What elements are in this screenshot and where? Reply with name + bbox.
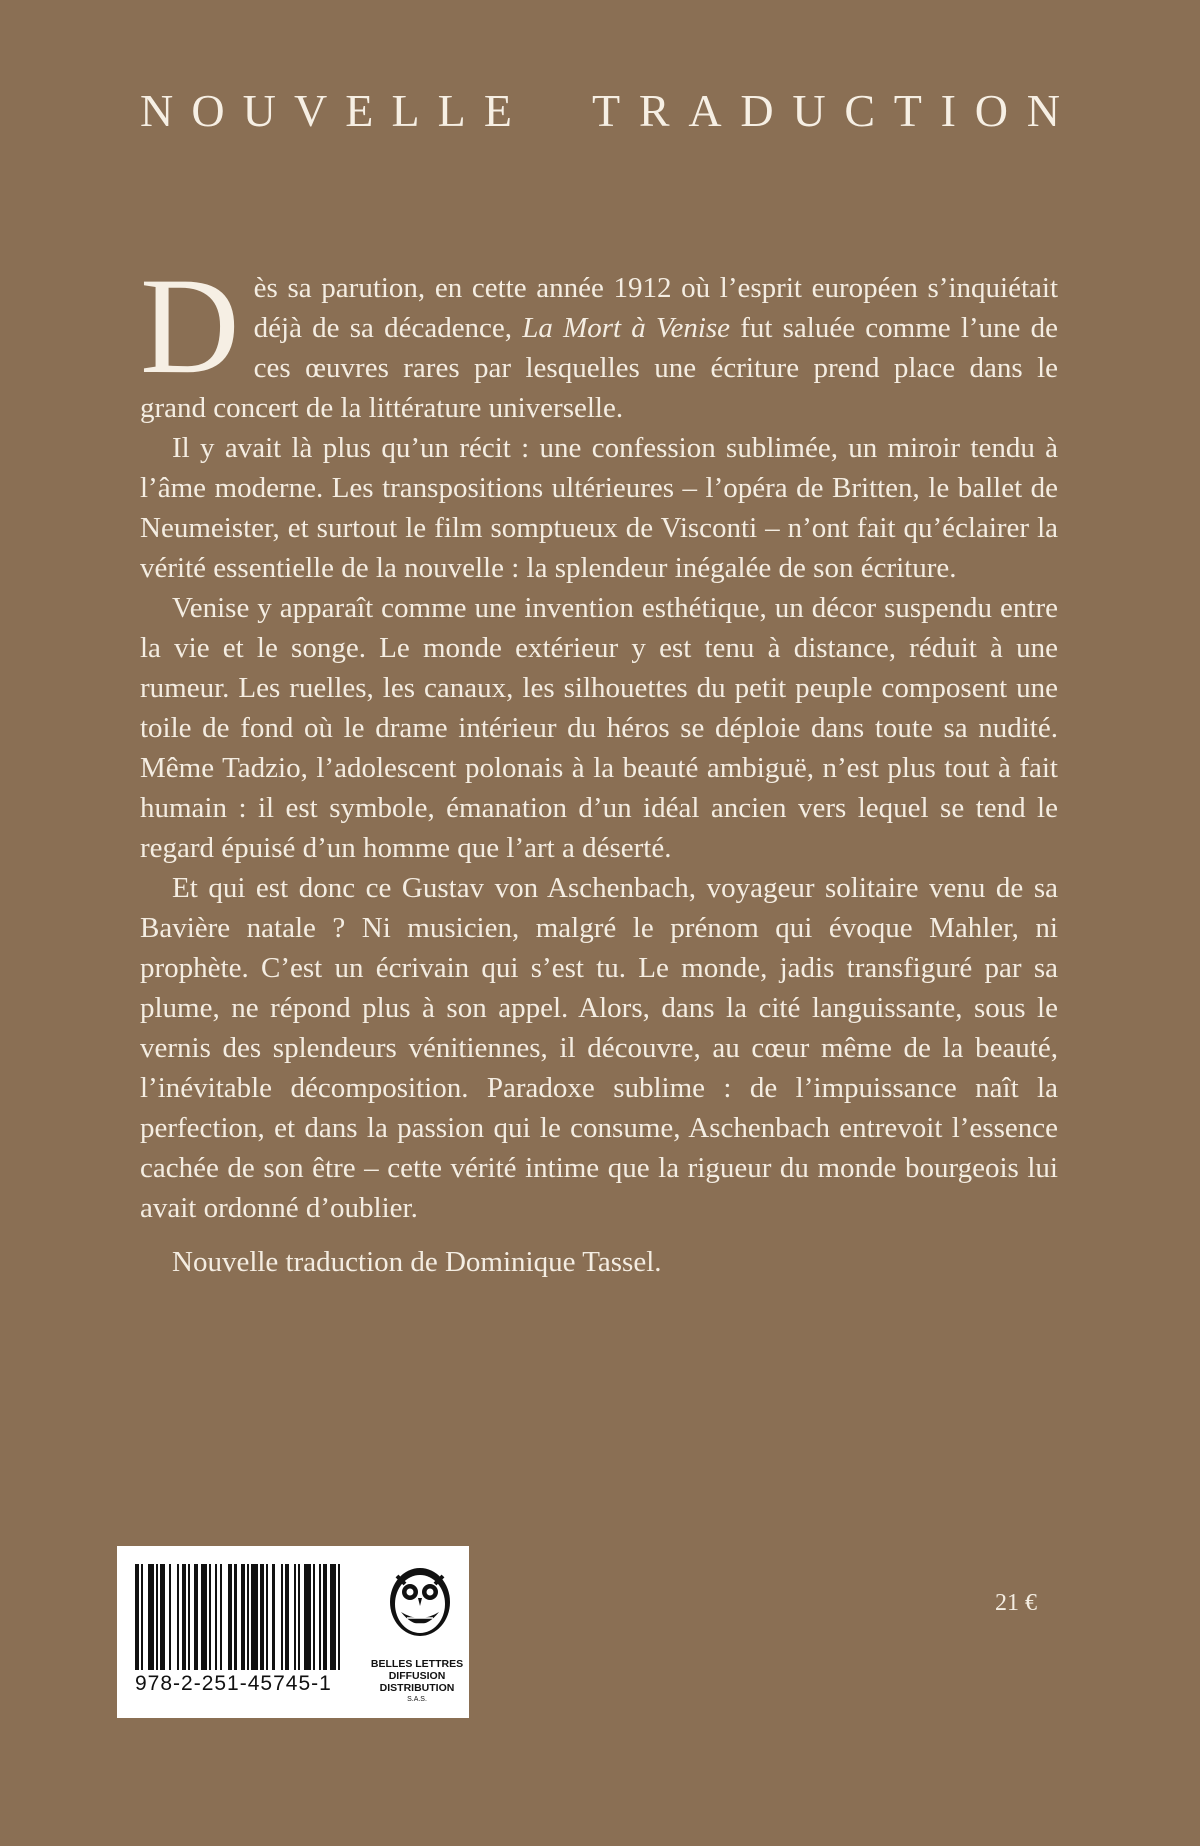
distributor-line: BELLES LETTRES [370, 1658, 464, 1670]
barcode-bar [340, 1564, 344, 1670]
header-letter: E [483, 85, 512, 136]
header-letter: O [191, 85, 225, 136]
header-letter: L [437, 85, 466, 136]
blurb [140, 249, 1058, 1282]
distributor-line: DISTRIBUTION [379, 1682, 455, 1694]
drop-cap: D [140, 249, 240, 402]
header-letter: I [940, 85, 956, 136]
isbn-number: 978-2-251-45745-1 [135, 1672, 332, 1695]
header-letter: A [688, 85, 722, 136]
header-letter: U [792, 85, 826, 136]
barcode-label [117, 1546, 469, 1718]
blurb-paragraph-4: Et qui est donc ce Gustav von Aschenbach, voyageur solitaire venu de sa Bavière natale ? Ni musicien, malgré le prénom qui évoque Mahler, ni prophète. C’est un écrivain qui s’est tu. Le monde, jadis transfiguré par sa plume, ne répond plus à son appel. Alors, dans la cité languissante, sous le vernis des splendeurs vénitiennes, il découvre, au cœur même de la beauté, l’inévitable décomposition. Paradoxe sublime : de l’impuissance naît la perfection, et dans la passion qui le consume, Aschenbach entrevoit l’essence cachée de son être – cette vérité intime que la rigueur du monde bourgeois lui avait ordonné d’oublier. [140, 872, 1058, 1224]
header-letter: C [844, 85, 876, 136]
barcode [135, 1564, 345, 1670]
owl-logo-icon [385, 1562, 455, 1640]
book-title: La Mort à Venise [522, 312, 731, 344]
translator-credit: Nouvelle traduction de Dominique Tassel. [172, 1246, 662, 1278]
blurb-paragraph-1 [140, 249, 1058, 428]
distributor-line: DIFFUSION [388, 1670, 446, 1682]
header-letter: O [974, 85, 1008, 136]
header-word-1 [140, 84, 512, 137]
header-letter: D [740, 85, 774, 136]
header-letter: T [592, 85, 621, 136]
series-header [140, 84, 1060, 137]
header-letter: V [293, 85, 328, 136]
blurb-text: fut saluée comme l’une de ces œuvres rares par lesquelles une écriture prend place dans le grand concert de la littérature universelle. [140, 312, 1058, 424]
header-word-2 [592, 84, 1060, 137]
header-letter: L [391, 85, 420, 136]
header-letter: U [242, 85, 276, 136]
header-letter: E [345, 85, 374, 136]
header-letter: R [638, 85, 670, 136]
blurb-paragraph-3: Venise y apparaît comme une invention esthétique, un décor suspendu entre la vie et le songe. Le monde extérieur y est tenu à distance, réduit à une rumeur. Les ruelles, les canaux, les silhouettes du petit peuple composent une toile de fond où le drame intérieur du héros se déploie dans toute sa nudité. Même Tadzio, l’adolescent polonais à la beauté ambiguë, n’est plus tout à fait humain : il est symbole, émanation d’un idéal ancien vers lequel se tend le regard épuisé d’un homme que l’art a déserté. [140, 592, 1058, 864]
blurb-paragraph-2: Il y avait là plus qu’un récit : une confession sublimée, un miroir tendu à l’âme moderne. Les transpositions ultérieures – l’opéra de Britten, le ballet de Neumeister, et surtout le film somptueux de Visconti – n’ont fait qu’éclairer la vérité essentielle de la nouvelle : la splendeur inégalée de son écriture. [140, 432, 1058, 584]
header-letter: N [140, 85, 174, 136]
header-letter: N [1026, 85, 1060, 136]
distributor-label [367, 1658, 467, 1706]
header-letter: T [893, 85, 922, 136]
price: 21 € [995, 1590, 1037, 1616]
distributor-line: S.A.S. [407, 1696, 427, 1703]
blurb-text: ès sa parution, en cette année 1912 où l’esprit européen s’inquiétait déjà de sa décadence, [253, 272, 1058, 344]
